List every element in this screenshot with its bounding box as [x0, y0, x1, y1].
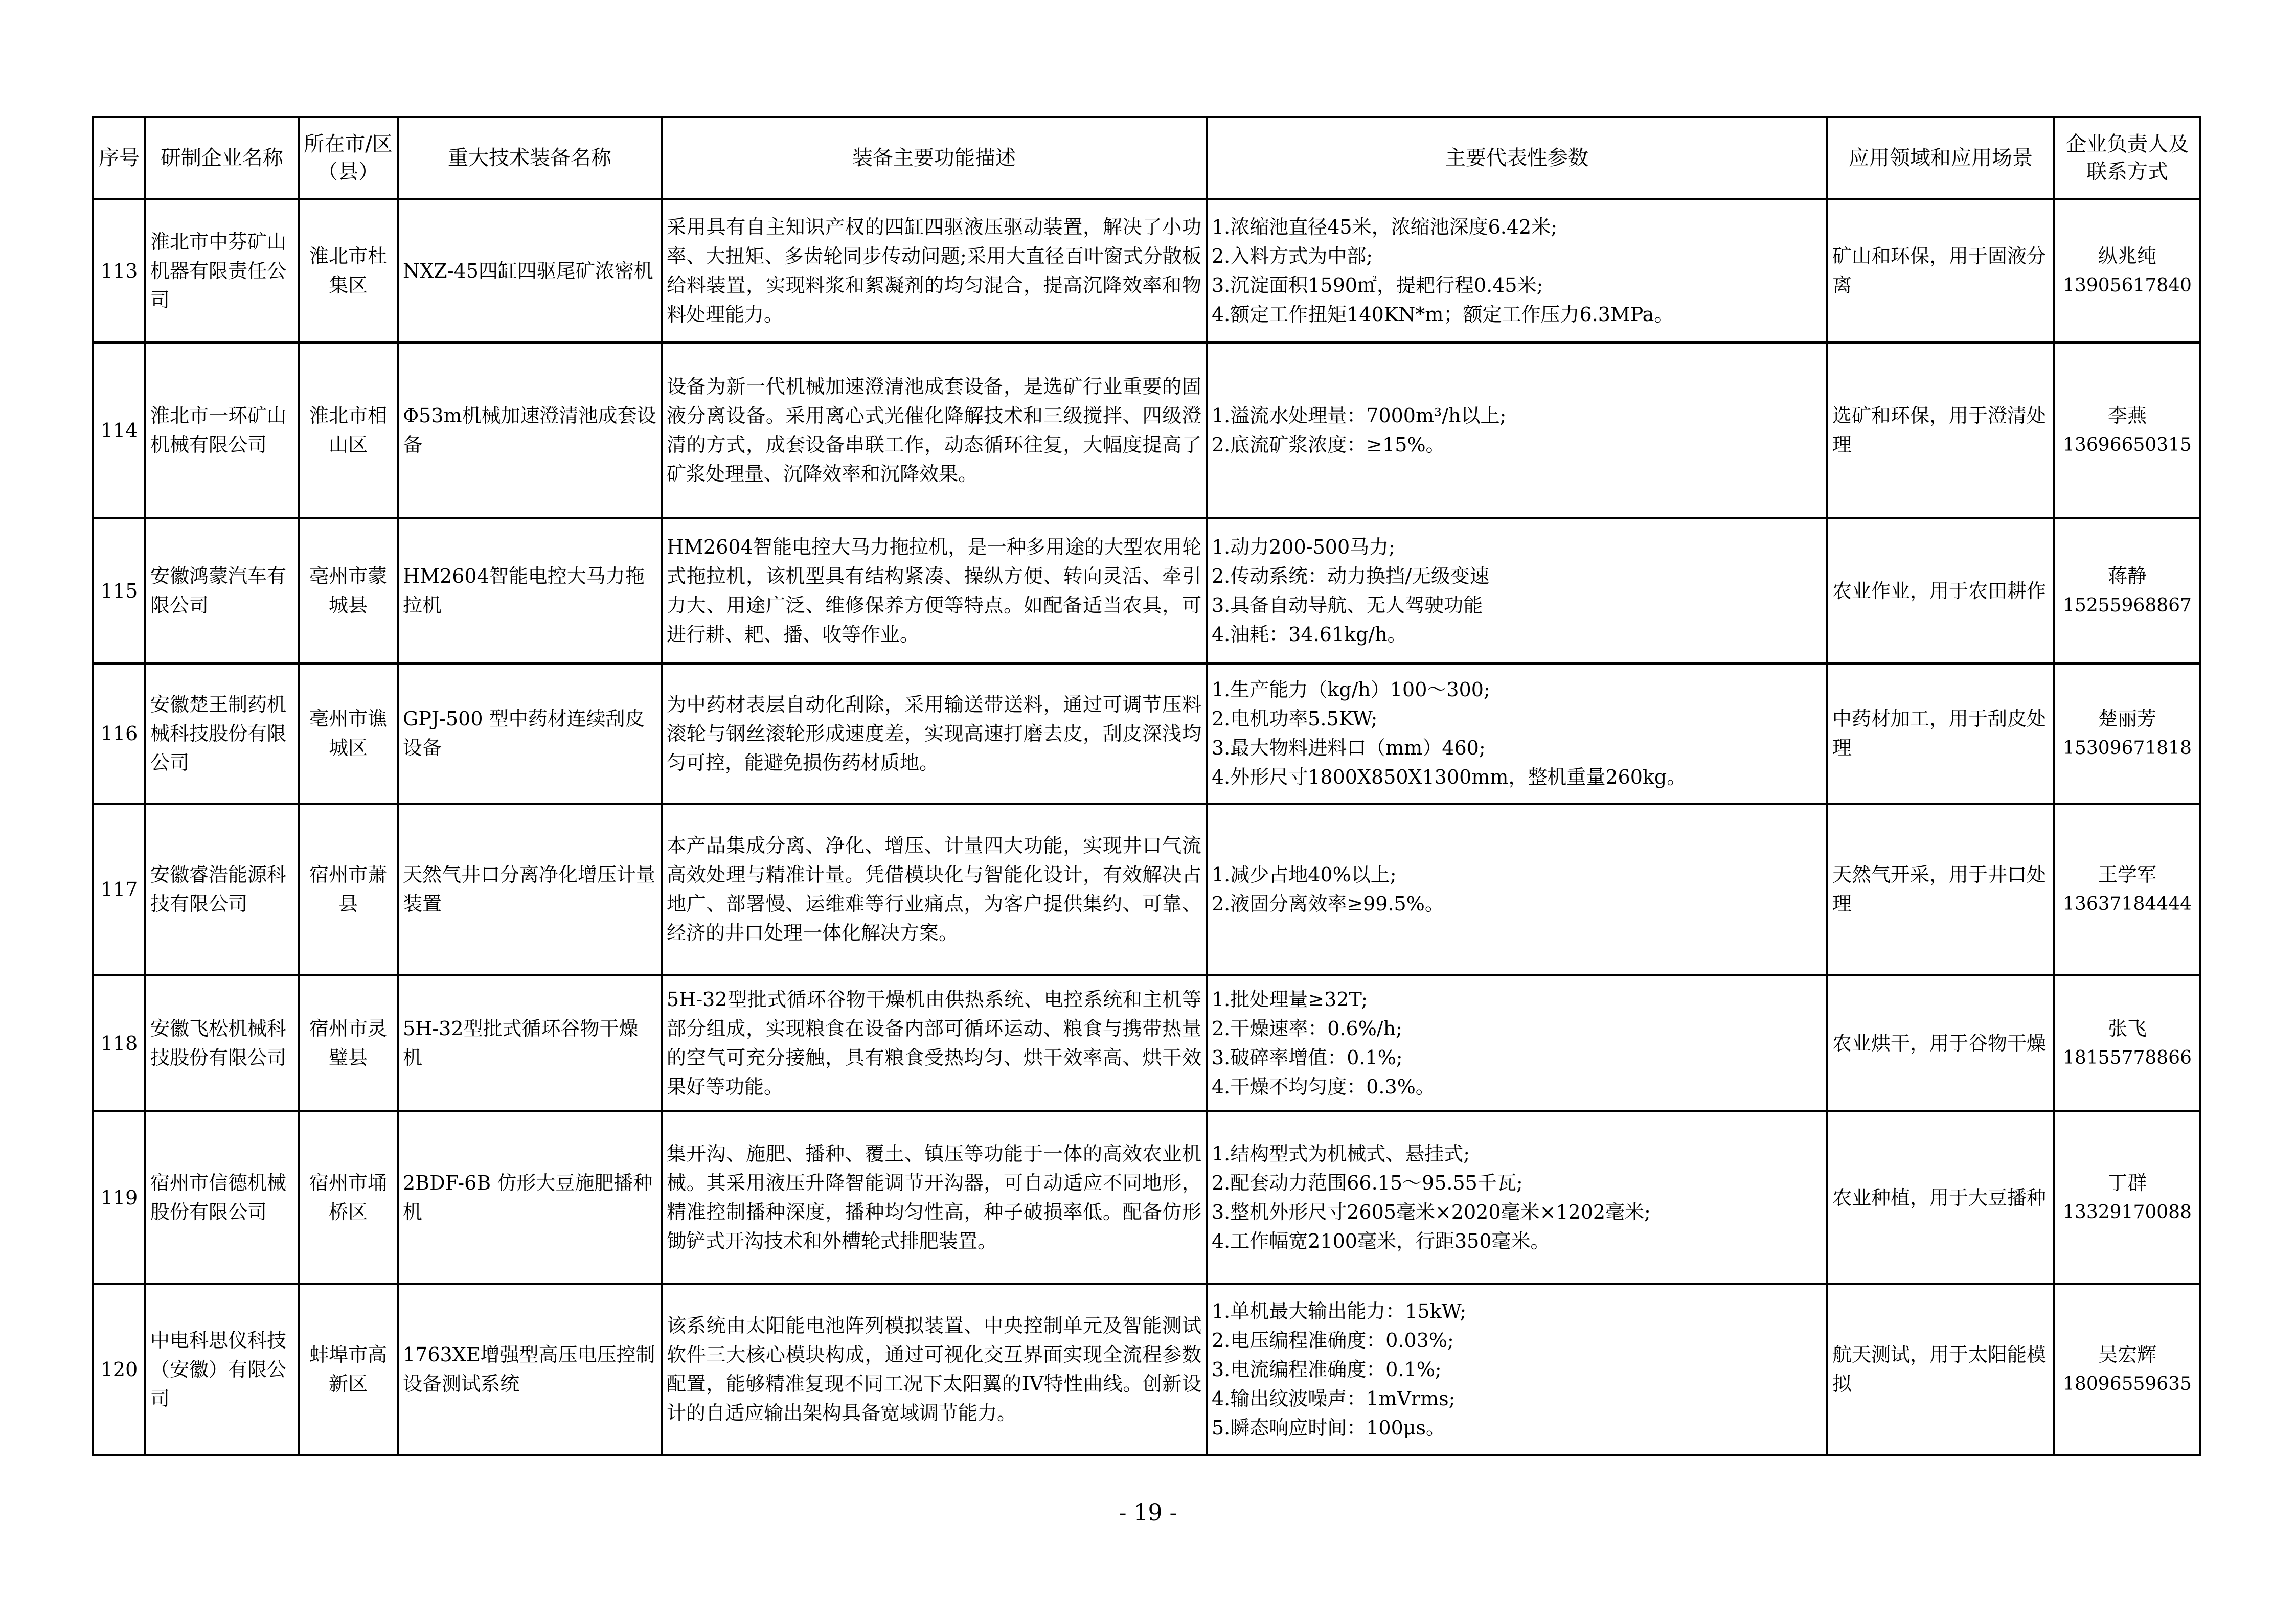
param-line: 4.外形尺寸1800X850X1300mm，整机重量260kg。	[1212, 766, 1687, 788]
table-header-row	[93, 117, 2200, 199]
param-line: 5.瞬态响应时间：100μs。	[1212, 1416, 1445, 1439]
row-equipment: 2BDF-6B 仿形大豆施肥播种机	[398, 1111, 662, 1284]
row-company: 宿州市信德机械股份有限公司	[145, 1111, 299, 1284]
row-location: 淮北市杜集区	[299, 199, 398, 342]
row-seq: 119	[93, 1111, 145, 1284]
param-line: 1.溢流水处理量：7000m³/h以上;	[1212, 404, 1507, 427]
row-params	[1207, 804, 1827, 975]
contact-name: 楚丽芳	[2098, 707, 2156, 730]
contact-phone: 15309671818	[2063, 738, 2192, 759]
param-line: 1.生产能力（kg/h）100～300;	[1212, 678, 1490, 701]
contact-phone: 13905617840	[2063, 275, 2192, 296]
contact-phone: 18096559635	[2063, 1374, 2192, 1395]
row-description: HM2604智能电控大马力拖拉机，是一种多用途的大型农用轮式拖拉机，该机型具有结构紧凑、操纵方便、转向灵活、牵引力大、用途广泛、维修保养方便等特点。如配备适当农具，可进行耕、耙、播、收等作业。	[662, 518, 1207, 664]
row-location: 蚌埠市高新区	[299, 1284, 398, 1455]
row-seq: 118	[93, 975, 145, 1111]
row-application: 农业种植，用于大豆播种	[1827, 1111, 2054, 1284]
row-params	[1207, 518, 1827, 664]
contact-name: 李燕	[2107, 404, 2147, 427]
param-line: 1.批处理量≥32T;	[1212, 988, 1368, 1011]
contact-phone: 13696650315	[2063, 435, 2192, 455]
row-contact	[2054, 1284, 2200, 1455]
row-params	[1207, 1111, 1827, 1284]
header-description: 装备主要功能描述	[662, 117, 1207, 199]
row-company: 淮北市一环矿山机械有限公司	[145, 342, 299, 518]
row-params	[1207, 664, 1827, 804]
row-contact	[2054, 518, 2200, 664]
row-contact	[2054, 664, 2200, 804]
param-line: 1.单机最大输出能力：15kW;	[1212, 1299, 1467, 1322]
row-description: 为中药材表层自动化刮除，采用输送带送料，通过可调节压料滚轮与钢丝滚轮形成速度差，实现高速打磨去皮，刮皮深浅均匀可控，能避免损伤药材质地。	[662, 664, 1207, 804]
param-line: 2.传动系统：动力换挡/无级变速	[1212, 565, 1490, 587]
header-company: 研制企业名称	[145, 117, 299, 199]
row-application: 中药材加工，用于刮皮处理	[1827, 664, 2054, 804]
row-company: 安徽楚王制药机械科技股份有限公司	[145, 664, 299, 804]
row-equipment: HM2604智能电控大马力拖拉机	[398, 518, 662, 664]
row-company: 安徽飞松机械科技股份有限公司	[145, 975, 299, 1111]
row-application: 农业作业，用于农田耕作	[1827, 518, 2054, 664]
row-application: 矿山和环保，用于固液分离	[1827, 199, 2054, 342]
row-params	[1207, 199, 1827, 342]
param-line: 1.动力200-500马力;	[1212, 536, 1395, 558]
row-description: 集开沟、施肥、播种、覆土、镇压等功能于一体的高效农业机械。其采用液压升降智能调节开沟器，可自动适应不同地形，精准控制播种深度，播种均匀性高，种子破损率低。配备仿形锄铲式开沟技术和外槽轮式排肥装置。	[662, 1111, 1207, 1284]
table-row	[93, 1284, 2200, 1455]
param-line: 2.电机功率5.5KW;	[1212, 707, 1378, 730]
param-line: 1.结构型式为机械式、悬挂式;	[1212, 1143, 1470, 1165]
row-application: 选矿和环保，用于澄清处理	[1827, 342, 2054, 518]
table-row	[93, 518, 2200, 664]
param-line: 3.整机外形尺寸2605毫米×2020毫米×1202毫米;	[1212, 1201, 1651, 1223]
contact-phone: 18155778866	[2063, 1047, 2192, 1068]
table-row	[93, 804, 2200, 975]
row-equipment: Φ53m机械加速澄清池成套设备	[398, 342, 662, 518]
row-contact	[2054, 342, 2200, 518]
table-row	[93, 1111, 2200, 1284]
equipment-table	[92, 116, 2201, 1456]
row-company: 安徽鸿蒙汽车有限公司	[145, 518, 299, 664]
row-application: 航天测试，用于太阳能模拟	[1827, 1284, 2054, 1455]
row-seq: 117	[93, 804, 145, 975]
row-contact	[2054, 975, 2200, 1111]
contact-phone: 13637184444	[2063, 894, 2192, 915]
contact-name: 丁群	[2107, 1172, 2147, 1194]
param-line: 3.具备自动导航、无人驾驶功能	[1212, 594, 1483, 616]
row-seq: 116	[93, 664, 145, 804]
row-equipment: 5H-32型批式循环谷物干燥机	[398, 975, 662, 1111]
param-line: 4.额定工作扭矩140KN*m；额定工作压力6.3MPa。	[1212, 303, 1674, 326]
param-line: 1.减少占地40%以上;	[1212, 863, 1397, 886]
contact-name: 蒋静	[2107, 565, 2147, 587]
row-location: 亳州市蒙城县	[299, 518, 398, 664]
param-line: 1.浓缩池直径45米，浓缩池深度6.42米;	[1212, 216, 1558, 238]
contact-phone: 15255968867	[2063, 595, 2192, 616]
param-line: 4.油耗：34.61kg/h。	[1212, 623, 1407, 646]
row-application: 天然气开采，用于井口处理	[1827, 804, 2054, 975]
row-equipment: 天然气井口分离净化增压计量装置	[398, 804, 662, 975]
table-row	[93, 664, 2200, 804]
page-number: - 19 -	[1119, 1500, 1177, 1526]
contact-phone: 13329170088	[2063, 1202, 2192, 1223]
row-company: 淮北市中芬矿山机器有限责任公司	[145, 199, 299, 342]
param-line: 4.输出纹波噪声：1mVrms;	[1212, 1387, 1456, 1410]
table-row	[93, 199, 2200, 342]
row-description: 该系统由太阳能电池阵列模拟装置、中央控制单元及智能测试软件三大核心模块构成，通过可视化交互界面实现全流程参数配置，能够精准复现不同工况下太阳翼的IV特性曲线。创新设计的自适应输出架构具备宽域调节能力。	[662, 1284, 1207, 1455]
row-location: 宿州市埇桥区	[299, 1111, 398, 1284]
row-seq: 113	[93, 199, 145, 342]
table-body	[93, 199, 2200, 1455]
row-contact	[2054, 804, 2200, 975]
row-location: 淮北市相山区	[299, 342, 398, 518]
param-line: 3.破碎率增值：0.1%;	[1212, 1046, 1403, 1069]
row-equipment: 1763XE增强型高压电压控制设备测试系统	[398, 1284, 662, 1455]
param-line: 2.入料方式为中部;	[1212, 245, 1373, 267]
row-seq: 115	[93, 518, 145, 664]
param-line: 2.液固分离效率≥99.5%。	[1212, 893, 1444, 915]
header-location: 所在市/区（县）	[299, 117, 398, 199]
contact-name: 王学军	[2098, 863, 2156, 886]
param-line: 4.工作幅宽2100毫米，行距350毫米。	[1212, 1230, 1550, 1252]
row-description: 本产品集成分离、净化、增压、计量四大功能，实现井口气流高效处理与精准计量。凭借模块化与智能化设计，有效解决占地广、部署慢、运维难等行业痛点，为客户提供集约、可靠、经济的井口处理一体化解决方案。	[662, 804, 1207, 975]
row-seq: 114	[93, 342, 145, 518]
row-contact	[2054, 1111, 2200, 1284]
header-seq: 序号	[93, 117, 145, 199]
header-params: 主要代表性参数	[1207, 117, 1827, 199]
row-equipment: GPJ-500 型中药材连续刮皮设备	[398, 664, 662, 804]
param-line: 3.沉淀面积1590㎡，提耙行程0.45米;	[1212, 274, 1543, 296]
row-description: 5H-32型批式循环谷物干燥机由供热系统、电控系统和主机等部分组成，实现粮食在设备内部可循环运动、粮食与携带热量的空气可充分接触，具有粮食受热均匀、烘干效率高、烘干效果好等功能。	[662, 975, 1207, 1111]
header-equipment: 重大技术装备名称	[398, 117, 662, 199]
header-application: 应用领域和应用场景	[1827, 117, 2054, 199]
row-application: 农业烘干，用于谷物干燥	[1827, 975, 2054, 1111]
table-row	[93, 975, 2200, 1111]
row-params	[1207, 342, 1827, 518]
row-params	[1207, 975, 1827, 1111]
param-line: 2.配套动力范围66.15～95.55千瓦;	[1212, 1172, 1523, 1194]
row-description: 采用具有自主知识产权的四缸四驱液压驱动装置，解决了小功率、大扭矩、多齿轮同步传动问题;采用大直径百叶窗式分散板给料装置，实现料浆和絮凝剂的均匀混合，提高沉降效率和物料处理能力。	[662, 199, 1207, 342]
row-params	[1207, 1284, 1827, 1455]
contact-name: 纵兆纯	[2098, 245, 2156, 267]
row-company: 中电科思仪科技（安徽）有限公司	[145, 1284, 299, 1455]
header-contact: 企业负责人及联系方式	[2054, 117, 2200, 199]
row-contact	[2054, 199, 2200, 342]
param-line: 2.底流矿浆浓度：≥15%。	[1212, 433, 1445, 456]
row-location: 宿州市萧县	[299, 804, 398, 975]
row-equipment: NXZ-45四缸四驱尾矿浓密机	[398, 199, 662, 342]
contact-name: 吴宏辉	[2098, 1343, 2156, 1366]
row-location: 亳州市谯城区	[299, 664, 398, 804]
param-line: 2.干燥速率：0.6%/h;	[1212, 1017, 1402, 1040]
param-line: 4.干燥不均匀度：0.3%。	[1212, 1076, 1435, 1098]
param-line: 3.最大物料进料口（mm）460;	[1212, 737, 1486, 759]
row-location: 宿州市灵璧县	[299, 975, 398, 1111]
table-row	[93, 342, 2200, 518]
row-description: 设备为新一代机械加速澄清池成套设备，是选矿行业重要的固液分离设备。采用离心式光催化降解技术和三级搅拌、四级澄清的方式，成套设备串联工作，动态循环往复，大幅度提高了矿浆处理量、沉降效率和沉降效果。	[662, 342, 1207, 518]
param-line: 2.电压编程准确度：0.03%;	[1212, 1329, 1454, 1352]
param-line: 3.电流编程准确度：0.1%;	[1212, 1358, 1442, 1381]
row-company: 安徽睿浩能源科技有限公司	[145, 804, 299, 975]
contact-name: 张飞	[2107, 1017, 2147, 1040]
row-seq: 120	[93, 1284, 145, 1455]
